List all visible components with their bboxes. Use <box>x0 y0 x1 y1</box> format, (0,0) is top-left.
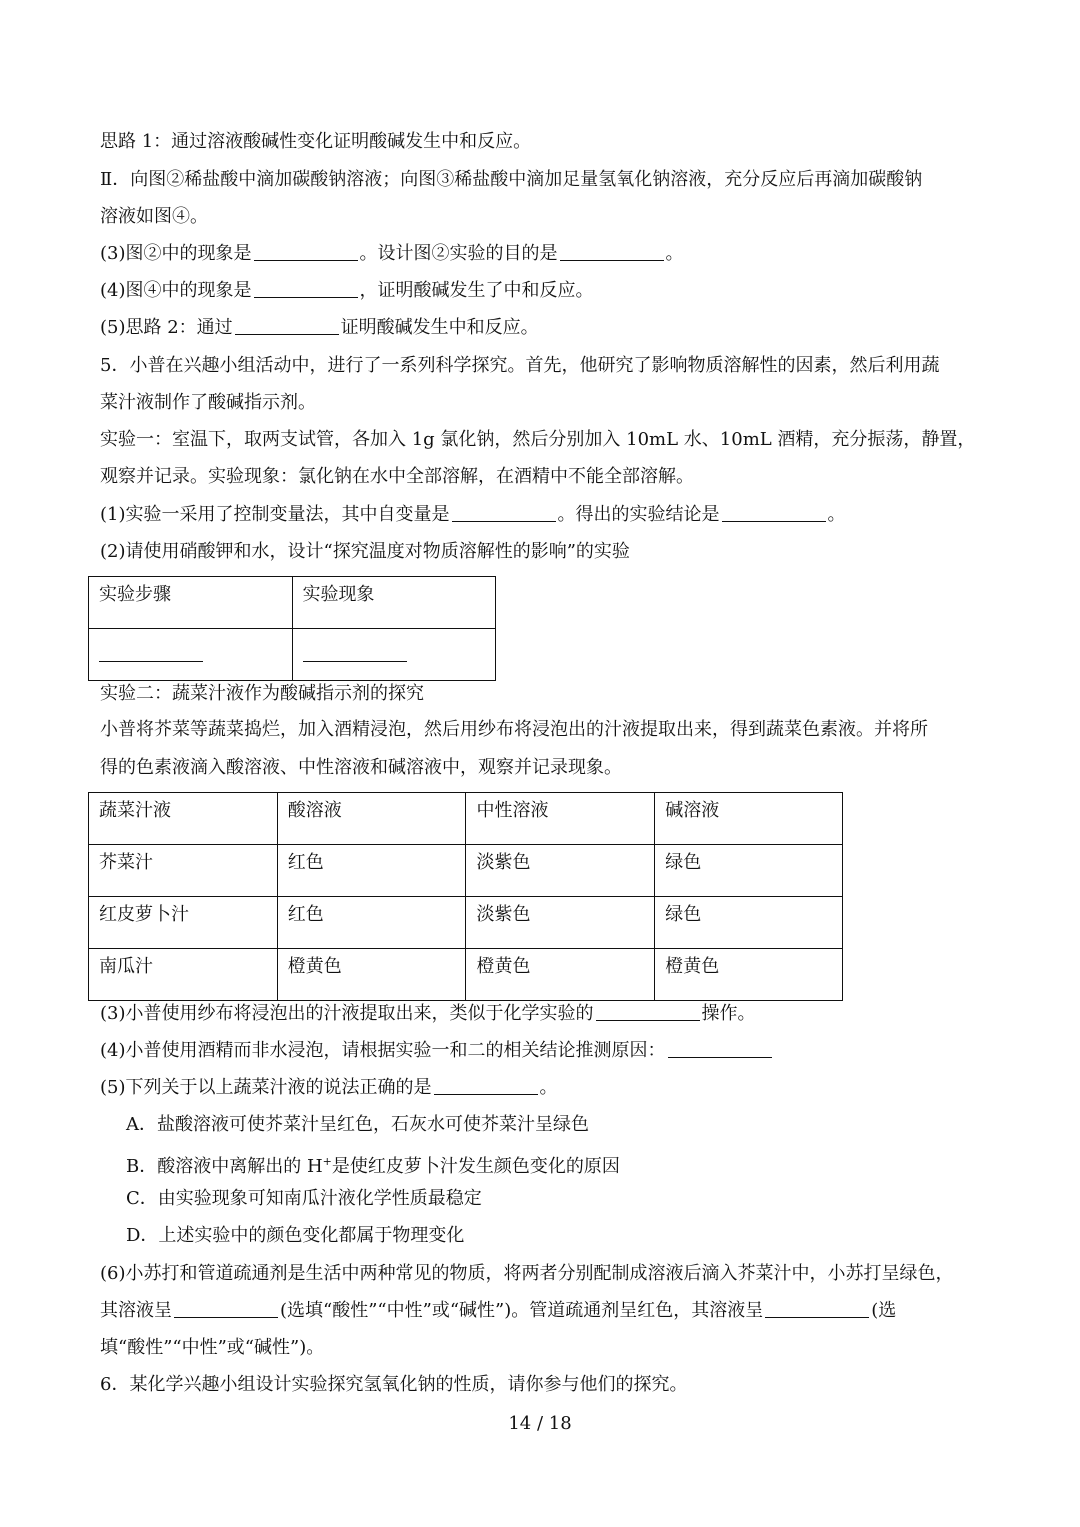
sub-question-5 <box>100 1076 558 1100</box>
indicator-table <box>88 792 843 1001</box>
question-3 <box>100 242 684 266</box>
answer-blank[interactable] <box>303 643 407 662</box>
text-line: (2)请使用硝酸钾和水，设计“探究温度对物质溶解性的影响”的实验 <box>100 541 630 562</box>
table-cell: 淡紫色 <box>466 845 655 897</box>
table-row <box>89 793 843 845</box>
option-c[interactable]: C．由实验现象可知南瓜汁液化学性质最稳定 <box>126 1188 482 1209</box>
table-header: 酸溶液 <box>277 793 466 845</box>
question-text: 。得出的实验结论是 <box>557 504 720 525</box>
experiment-design-table <box>88 576 496 681</box>
text-line: 得的色素液滴入酸溶液、中性溶液和碱溶液中，观察并记录现象。 <box>100 757 622 778</box>
question-text: 。 <box>539 1077 558 1098</box>
answer-blank[interactable] <box>452 503 556 522</box>
question-text: 操作。 <box>701 1003 756 1024</box>
superscript: + <box>322 1155 332 1168</box>
answer-blank[interactable] <box>174 1299 278 1318</box>
table-cell: 红皮萝卜汁 <box>89 897 278 949</box>
text-line: 填“酸性”“中性”或“碱性”)。 <box>100 1337 325 1358</box>
question-text: (1)实验一采用了控制变量法，其中自变量是 <box>100 504 450 525</box>
table-header: 蔬菜汁液 <box>89 793 278 845</box>
question-text: (选 <box>871 1300 897 1321</box>
table-header: 碱溶液 <box>655 793 843 845</box>
option-b[interactable] <box>126 1150 620 1179</box>
text-line: (6)小苏打和管道疏通剂是生活中两种常见的物质，将两者分别配制成溶液后滴入芥菜汁中，小苏打呈绿色， <box>100 1263 954 1284</box>
text-line: 思路 1：通过溶液酸碱性变化证明酸碱发生中和反应。 <box>100 131 532 152</box>
question-text: 。 <box>665 243 684 264</box>
question-text: ，证明酸碱发生了中和反应。 <box>359 280 594 301</box>
question-text: 。 <box>827 504 846 525</box>
table-cell: 南瓜汁 <box>89 949 278 1001</box>
table-cell: 橙黄色 <box>655 949 843 1001</box>
answer-blank[interactable] <box>254 279 358 298</box>
table-header: 实验现象 <box>292 577 496 629</box>
table-cell: 绿色 <box>655 897 843 949</box>
question-text: 。设计图②实验的目的是 <box>359 243 558 264</box>
text-line: 菜汁液制作了酸碱指示剂。 <box>100 392 316 413</box>
sub-question-3 <box>100 1002 756 1026</box>
answer-blank[interactable] <box>765 1299 869 1318</box>
table-row <box>89 949 843 1001</box>
table-cell: 橙黄色 <box>277 949 466 1001</box>
table-cell: 芥菜汁 <box>89 845 278 897</box>
text-line: 实验二：蔬菜汁液作为酸碱指示剂的探究 <box>100 683 424 704</box>
question-text: 证明酸碱发生中和反应。 <box>340 317 539 338</box>
answer-blank[interactable] <box>235 316 339 335</box>
question-text: (3)小普使用纱布将浸泡出的汁液提取出来，类似于化学实验的 <box>100 1003 594 1024</box>
answer-blank[interactable] <box>668 1039 772 1058</box>
text-line: 5．小普在兴趣小组活动中，进行了一系列科学探究。首先，他研究了影响物质溶解性的因素，然后利用蔬 <box>100 355 940 376</box>
table-row <box>89 897 843 949</box>
table-cell: 绿色 <box>655 845 843 897</box>
text-line: 观察并记录。实验现象：氯化钠在水中全部溶解，在酒精中不能全部溶解。 <box>100 466 694 487</box>
option-a[interactable]: A．盐酸溶液可使芥菜汁呈红色，石灰水可使芥菜汁呈绿色 <box>126 1114 589 1135</box>
answer-blank[interactable] <box>434 1076 538 1095</box>
answer-blank[interactable] <box>560 242 664 261</box>
table-row <box>89 845 843 897</box>
table-cell <box>292 629 496 681</box>
question-text: 其溶液呈 <box>100 1300 172 1321</box>
table-header: 中性溶液 <box>466 793 655 845</box>
question-text: (5)思路 2：通过 <box>100 317 233 338</box>
sub-question-1 <box>100 503 846 527</box>
text-line: Ⅱ．向图②稀盐酸中滴加碳酸钠溶液；向图③稀盐酸中滴加足量氢氧化钠溶液，充分反应后再滴加碳酸钠 <box>100 169 923 190</box>
table-cell <box>89 629 293 681</box>
question-text: (5)下列关于以上蔬菜汁液的说法正确的是 <box>100 1077 432 1098</box>
table-cell: 红色 <box>277 897 466 949</box>
question-text: (选填“酸性”“中性”或“碱性”)。管道疏通剂呈红色，其溶液呈 <box>280 1300 764 1321</box>
option-text: 是使红皮萝卜汁发生颜色变化的原因 <box>331 1156 620 1177</box>
table-cell: 淡紫色 <box>466 897 655 949</box>
table-cell: 橙黄色 <box>466 949 655 1001</box>
option-text: B．酸溶液中离解出的 H <box>126 1156 323 1177</box>
answer-blank[interactable] <box>254 242 358 261</box>
sub-question-6 <box>100 1299 896 1323</box>
answer-blank[interactable] <box>722 503 826 522</box>
table-cell: 红色 <box>277 845 466 897</box>
answer-blank[interactable] <box>596 1002 700 1021</box>
question-text: (4)小普使用酒精而非水浸泡，请根据实验一和二的相关结论推测原因： <box>100 1040 666 1061</box>
question-text: (3)图②中的现象是 <box>100 243 252 264</box>
page-number: 14 / 18 <box>508 1413 572 1434</box>
sub-question-4 <box>100 1039 774 1063</box>
text-line: 实验一：室温下，取两支试管，各加入 1g 氯化钠，然后分别加入 10mL 水、10mL 酒精，充分振荡，静置， <box>100 429 976 450</box>
option-d[interactable]: D．上述实验中的颜色变化都属于物理变化 <box>126 1225 465 1246</box>
question-text: (4)图④中的现象是 <box>100 280 252 301</box>
answer-blank[interactable] <box>99 643 203 662</box>
question-5 <box>100 316 539 340</box>
table-header: 实验步骤 <box>89 577 293 629</box>
text-line: 6．某化学兴趣小组设计实验探究氢氧化钠的性质，请你参与他们的探究。 <box>100 1374 688 1395</box>
text-line: 溶液如图④。 <box>100 206 208 227</box>
text-line: 小普将芥菜等蔬菜捣烂，加入酒精浸泡，然后用纱布将浸泡出的汁液提取出来，得到蔬菜色素液。并将所 <box>100 719 928 740</box>
question-4 <box>100 279 594 303</box>
